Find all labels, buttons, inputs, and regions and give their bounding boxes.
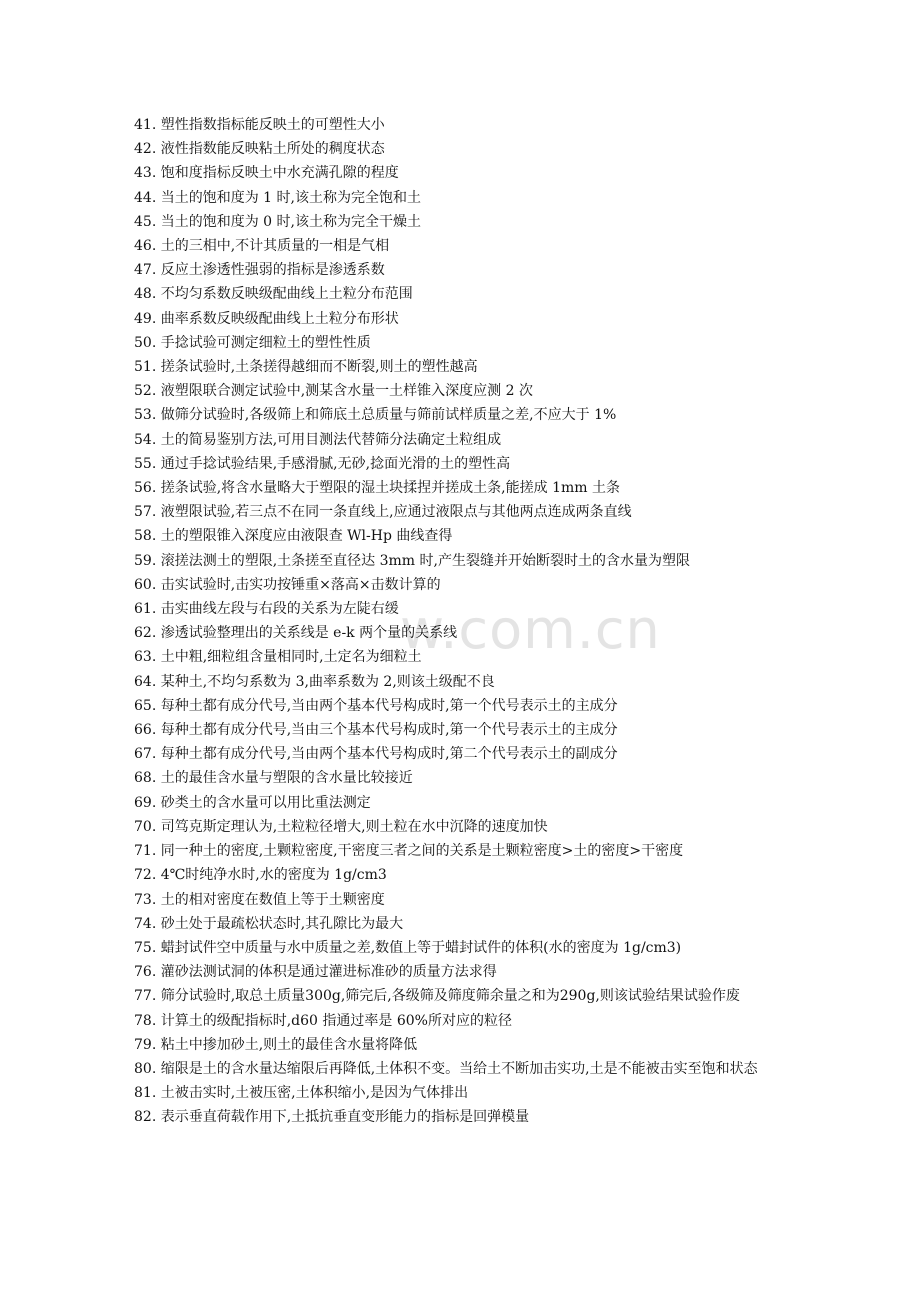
list-item: 49. 曲率系数反映级配曲线上土粒分布形状 [134,310,399,327]
list-item: 64. 某种土,不均匀系数为 3,曲率系数为 2,则该土级配不良 [134,673,495,690]
list-item: 72. 4℃时纯净水时,水的密度为 1g/cm3 [134,867,387,884]
list-item: 60. 击实试验时,击实功按锤重×落高×击数计算的 [134,576,441,593]
list-item: 43. 饱和度指标反映土中水充满孔隙的程度 [134,165,399,182]
list-item: 78. 计算土的级配指标时,d60 指通过率是 60%所对应的粒径 [134,1012,512,1029]
list-item: 69. 砂类土的含水量可以用比重法测定 [134,794,371,811]
list-item: 47. 反应土渗透性强弱的指标是渗透系数 [134,262,385,279]
list-item: 54. 土的简易鉴别方法,可用目测法代替筛分法确定土粒组成 [134,431,502,448]
list-item: 73. 土的相对密度在数值上等于土颗密度 [134,891,385,908]
list-item: 48. 不均匀系数反映级配曲线上土粒分布范围 [134,286,413,303]
list-item: 65. 每种土都有成分代号,当由两个基本代号构成时,第一个代号表示土的主成分 [134,697,618,714]
list-item: 45. 当土的饱和度为 0 时,该土称为完全干燥土 [134,213,421,230]
list-item: 57. 液塑限试验,若三点不在同一条直线上,应通过液限点与其他两点连成两条直线 [134,504,632,521]
list-item: 51. 搓条试验时,土条搓得越细而不断裂,则土的塑性越高 [134,359,478,376]
list-item: 58. 土的塑限锥入深度应由液限查 Wl-Hp 曲线查得 [134,528,453,545]
list-item: 53. 做筛分试验时,各级筛上和筛底土总质量与筛前试样质量之差,不应大于 1% [134,407,617,424]
list-item: 55. 通过手捻试验结果,手感滑腻,无砂,捻面光滑的土的塑性高 [134,455,511,472]
watermark: w.com.cn [400,598,661,661]
list-item: 79. 粘土中掺加砂土,则土的最佳含水量将降低 [134,1036,418,1053]
list-item: 41. 塑性指数指标能反映土的可塑性大小 [134,117,385,133]
list-item: 46. 土的三相中,不计其质量的一相是气相 [134,238,390,255]
list-item: 56. 搓条试验,将含水量略大于塑限的湿土块揉捏并搓成土条,能搓成 1mm 土条 [134,480,620,497]
list-item: 67. 每种土都有成分代号,当由两个基本代号构成时,第二个代号表示土的副成分 [134,746,618,763]
list-item: 61. 击实曲线左段与右段的关系为左陡右缓 [134,601,399,618]
list-item: 66. 每种土都有成分代号,当由三个基本代号构成时,第一个代号表示土的主成分 [134,722,618,739]
list-item: 50. 手捻试验可测定细粒土的塑性性质 [134,334,371,351]
list-item: 52. 液塑限联合测定试验中,测某含水量一土样锥入深度应测 2 次 [134,383,533,400]
list-item: 70. 司笃克斯定理认为,土粒粒径增大,则土粒在水中沉降的速度加快 [134,818,548,835]
list-item: 76. 灌砂法测试洞的体积是通过灌进标准砂的质量方法求得 [134,964,497,981]
question-list [134,113,794,1130]
list-item: 42. 液性指数能反映粘土所处的稠度状态 [134,141,385,158]
list-item: 71. 同一种土的密度,土颗粒密度,干密度三者之间的关系是土颗粒密度>土的密度>干密度 [134,843,684,860]
list-item: 68. 土的最佳含水量与塑限的含水量比较接近 [134,770,413,787]
list-item: 62. 渗透试验整理出的关系线是 e-k 两个量的关系线 [134,625,458,642]
list-item: 80. 缩限是土的含水量达缩限后再降低,土体积不变。当给土不断加击实功,土是不能被击实至饱和状态 [134,1060,758,1077]
list-item: 81. 土被击实时,土被压密,土体积缩小,是因为气体排出 [134,1085,469,1102]
list-item: 77. 筛分试验时,取总土质量300g,筛完后,各级筛及筛度筛余量之和为290g,则该试验结果试验作废 [134,988,740,1005]
list-item: 75. 蜡封试件空中质量与水中质量之差,数值上等于蜡封试件的体积(水的密度为 1g/cm3) [134,939,682,956]
list-item: 74. 砂土处于最疏松状态时,其孔隙比为最大 [134,915,404,932]
list-item: 44. 当土的饱和度为 1 时,该土称为完全饱和土 [134,189,421,206]
list-item: 59. 滚搓法测土的塑限,土条搓至直径达 3mm 时,产生裂缝并开始断裂时土的含水量为塑限 [134,552,690,569]
list-item: 82. 表示垂直荷载作用下,土抵抗垂直变形能力的指标是回弹模量 [134,1109,530,1126]
list-item: 63. 土中粗,细粒组含量相同时,土定名为细粒土 [134,649,422,666]
